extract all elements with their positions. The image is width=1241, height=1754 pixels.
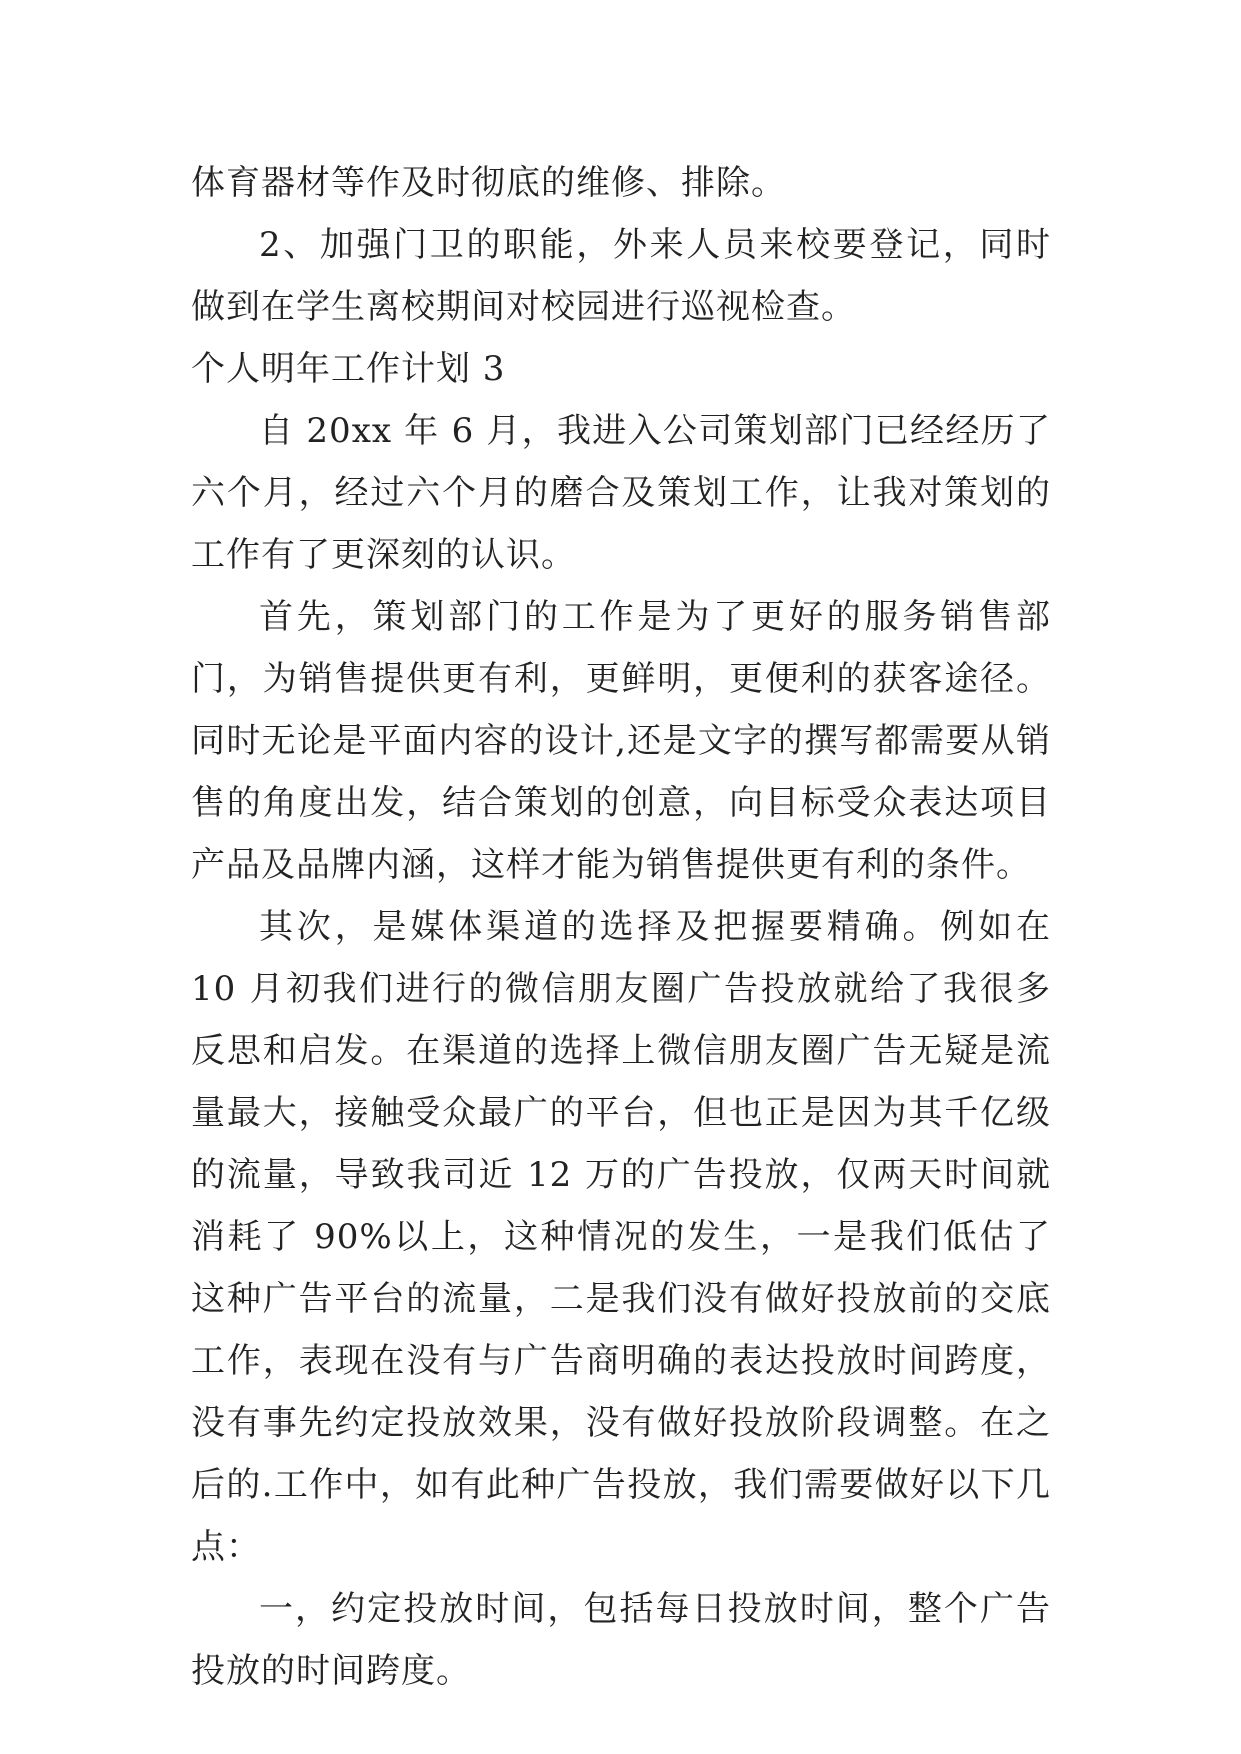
paragraph-item-2: 2、加强门卫的职能，外来人员来校要登记，同时做到在学生离校期间对校园进行巡视检查。 [191,225,1051,327]
paragraph-second: 其次，是媒体渠道的选择及把握要精确。例如在 10 月初我们进行的微信朋友圈广告投放就给了我很多反思和启发。在渠道的选择上微信朋友圈广告无疑是流量最大，接触受众最广的平台，但也正是因为其千亿级的流量，导致我司近 12 万的广告投放，仅两天时间就消耗了 90%以上，这种情况的发生，一是我们低估了这种广告平台的流量，二是我们没有做好投放前的交底工作，表现在没有与广告商明确的表达投放时间跨度，没有事先约定投放效果，没有做好投放阶段调整。在之后的.工作中，如有此种广告投放，我们需要做好以下几点： [191,907,1051,1567]
document-body [191,152,1051,1702]
section-heading: 个人明年工作计划 3 [191,349,506,389]
paragraph-point-one: 一，约定投放时间，包括每日投放时间，整个广告投放的时间跨度。 [191,1589,1051,1691]
paragraph-first: 首先，策划部门的工作是为了更好的服务销售部门，为销售提供更有利，更鲜明，更便利的获客途径。同时无论是平面内容的设计,还是文字的撰写都需要从销售的角度出发，结合策划的创意，向目标受众表达项目产品及品牌内涵，这样才能为销售提供更有利的条件。 [191,597,1051,885]
paragraph-continuation: 体育器材等作及时彻底的维修、排除。 [191,163,786,203]
paragraph-intro: 自 20xx 年 6 月，我进入公司策划部门已经经历了六个月，经过六个月的磨合及策划工作，让我对策划的工作有了更深刻的认识。 [191,411,1051,575]
